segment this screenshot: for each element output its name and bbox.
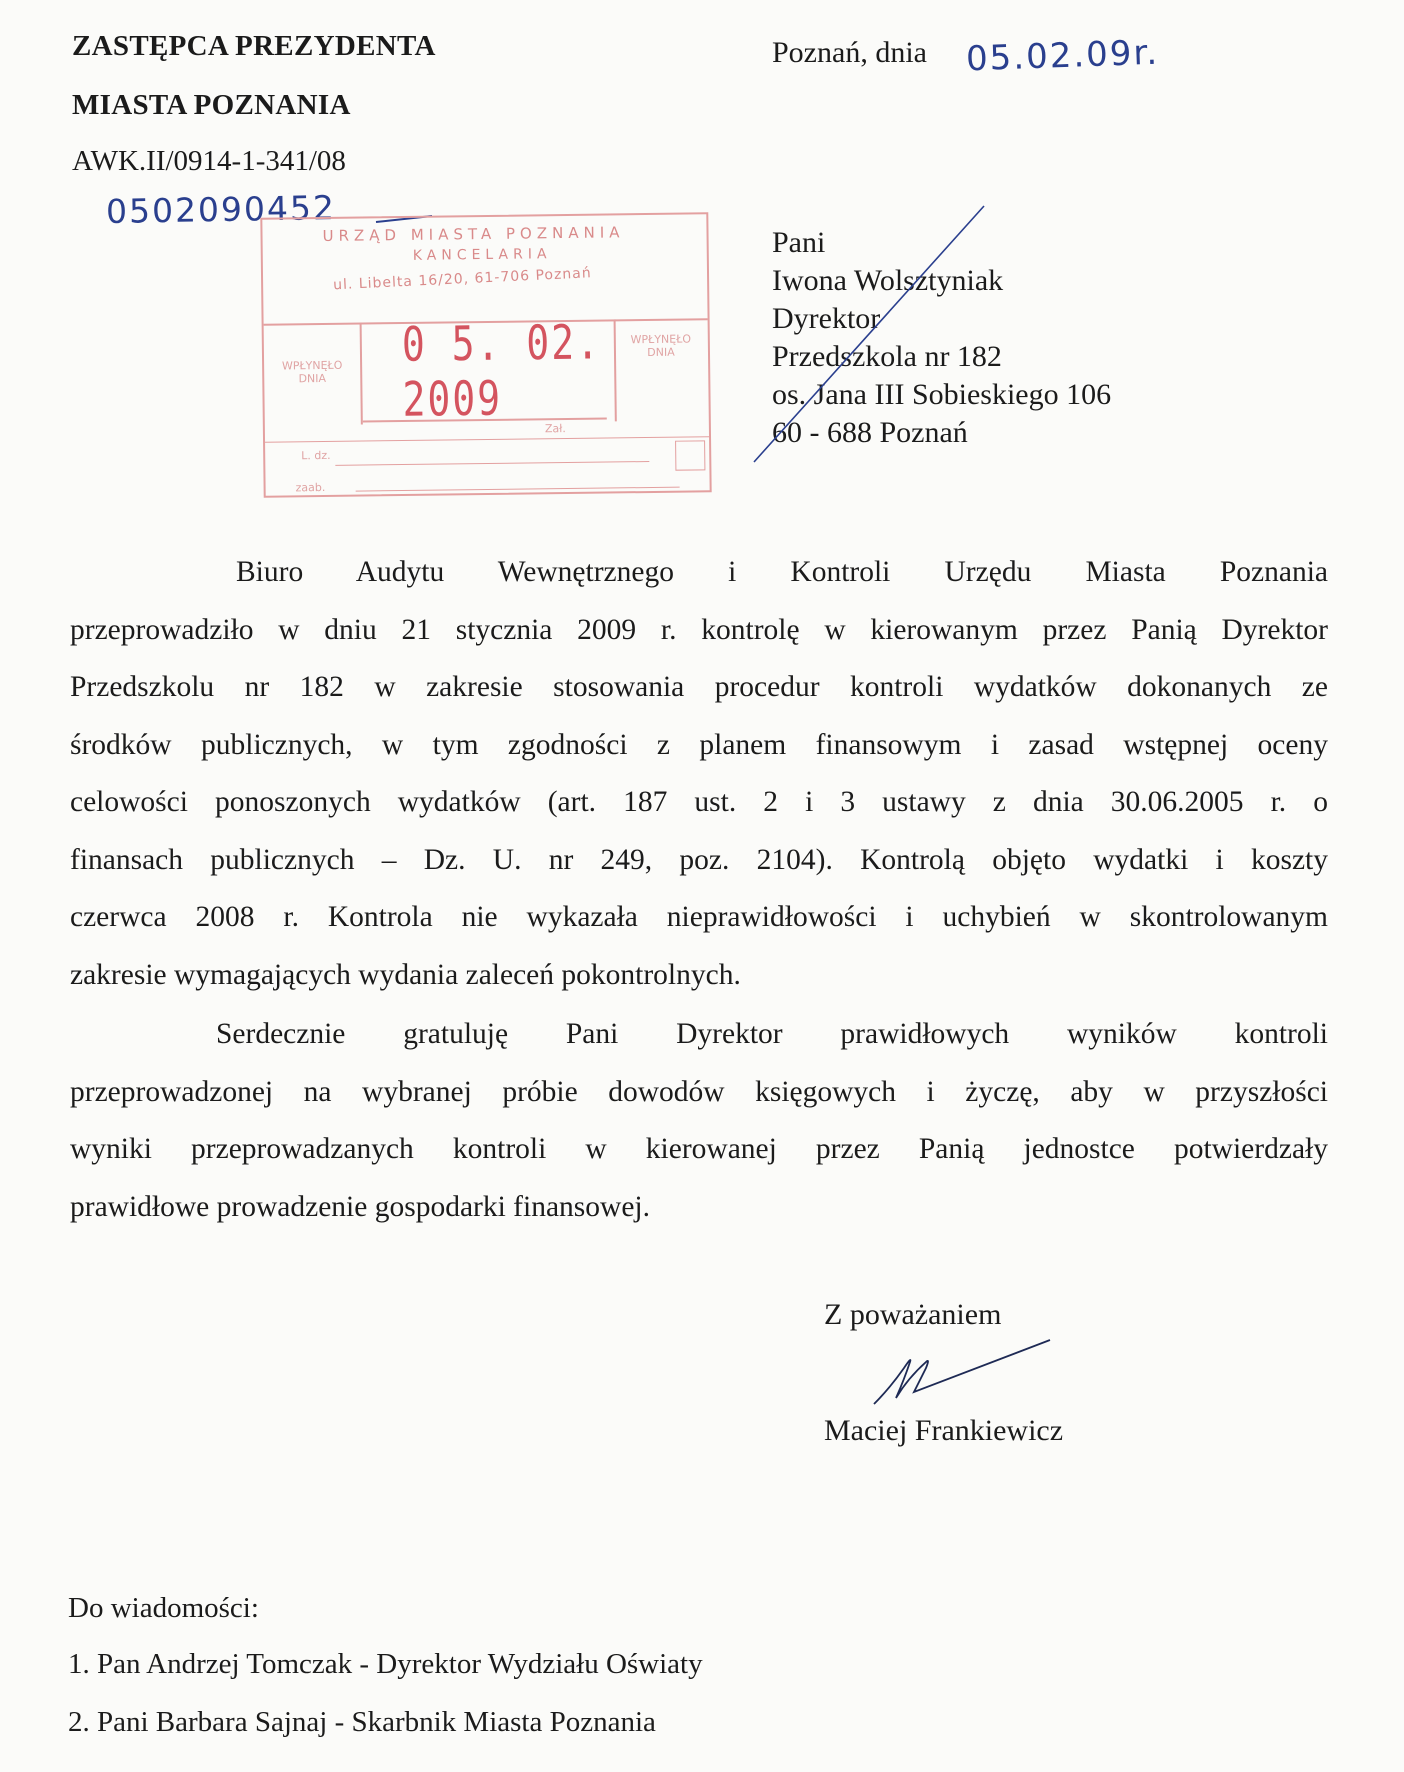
body-line: czerwca 2008 r. Kontrola nie wykazała nieprawidłowości i uchybień w skontrolowanym	[70, 901, 1328, 933]
stamp-zaab-label: zaab.	[295, 480, 326, 495]
stamp-zal-label: Zał.	[544, 422, 566, 436]
body-line: Serdecznie gratuluję Pani Dyrektor prawidłowych wyników kontroli	[216, 1018, 1328, 1050]
recipient-name: Iwona Wolsztyniak	[772, 264, 1004, 297]
date-label: Poznań, dnia	[772, 36, 927, 69]
recipient-street: os. Jana III Sobieskiego 106	[772, 378, 1112, 411]
sender-title-line2: MIASTA POZNANIA	[72, 89, 351, 121]
body-line: wyniki przeprowadzanych kontroli w kierowanej przez Panią jednostce potwierdzały	[70, 1133, 1328, 1165]
body-line: Przedszkolu nr 182 w zakresie stosowania procedur kontroli wydatków dokonanych ze	[70, 671, 1328, 703]
body-line: celowości ponoszonych wydatków (art. 187 ust. 2 i 3 ustawy z dnia 30.06.2005 r. o	[70, 786, 1328, 818]
body-paragraph-2	[70, 1006, 1328, 1236]
body-line: zakresie wymagających wydania zaleceń pokontrolnych.	[70, 958, 741, 991]
handwritten-registration-number: 0502090452	[105, 187, 337, 232]
stamp-left-label: WPŁYNĘŁO DNIA	[281, 358, 343, 386]
signatory-name: Maciej Frankiewicz	[824, 1414, 1064, 1447]
stamp-received-date: 0 5. 02. 2009	[401, 314, 602, 428]
body-line: przeprowadziło w dniu 21 stycznia 2009 r. kontrolę w kierowanym przez Panią Dyrektor	[70, 613, 1328, 646]
diagonal-pen-stroke	[748, 200, 998, 470]
body-line: prawidłowe prowadzenie gospodarki finansowej.	[70, 1190, 650, 1223]
stamp-right-label: WPŁYNĘŁO DNIA	[630, 332, 692, 360]
stamp-department: KANCELARIA	[412, 246, 552, 264]
stamp-office-name: URZĄD MIASTA POZNANIA	[322, 223, 625, 245]
recipient-institution: Przedszkola nr 182	[772, 340, 1002, 373]
stamp-ldz-label: L. dz.	[301, 448, 331, 463]
body-line: finansach publicznych – Dz. U. nr 249, poz. 2104). Kontrolą objęto wydatki i koszty	[70, 843, 1328, 876]
handwritten-signature	[860, 1318, 1060, 1418]
stamp-address: ul. Libelta 16/20, 61-706 Poznań	[332, 265, 593, 294]
copy-recipient-1: 1. Pan Andrzej Tomczak - Dyrektor Wydziału Oświaty	[68, 1648, 703, 1680]
copies-heading: Do wiadomości:	[68, 1592, 259, 1624]
handwritten-date: 05.02.09r.	[965, 32, 1160, 80]
reference-number: AWK.II/0914-1-341/08	[72, 145, 346, 177]
recipient-city: 60 - 688 Poznań	[772, 416, 968, 449]
recipient-salutation: Pani	[772, 226, 826, 259]
registry-stamp	[258, 207, 712, 499]
body-paragraph-1	[70, 544, 1328, 1004]
copy-recipient-2: 2. Pani Barbara Sajnaj - Skarbnik Miasta Poznania	[68, 1706, 656, 1738]
body-line: środków publicznych, w tym zgodności z planem finansowym i zasad wstępnej oceny	[70, 728, 1328, 761]
stamp-corner-box	[675, 440, 705, 470]
body-line: przeprowadzonej na wybranej próbie dowodów księgowych i życzę, aby w przyszłości	[70, 1075, 1328, 1108]
body-line: Biuro Audytu Wewnętrznego i Kontroli Urzędu Miasta Poznania	[236, 556, 1328, 588]
stamp-frame	[260, 212, 711, 497]
closing-phrase: Z poważaniem	[824, 1298, 1002, 1331]
sender-title-line1: ZASTĘPCA PREZYDENTA	[72, 30, 436, 62]
recipient-position: Dyrektor	[772, 302, 881, 335]
